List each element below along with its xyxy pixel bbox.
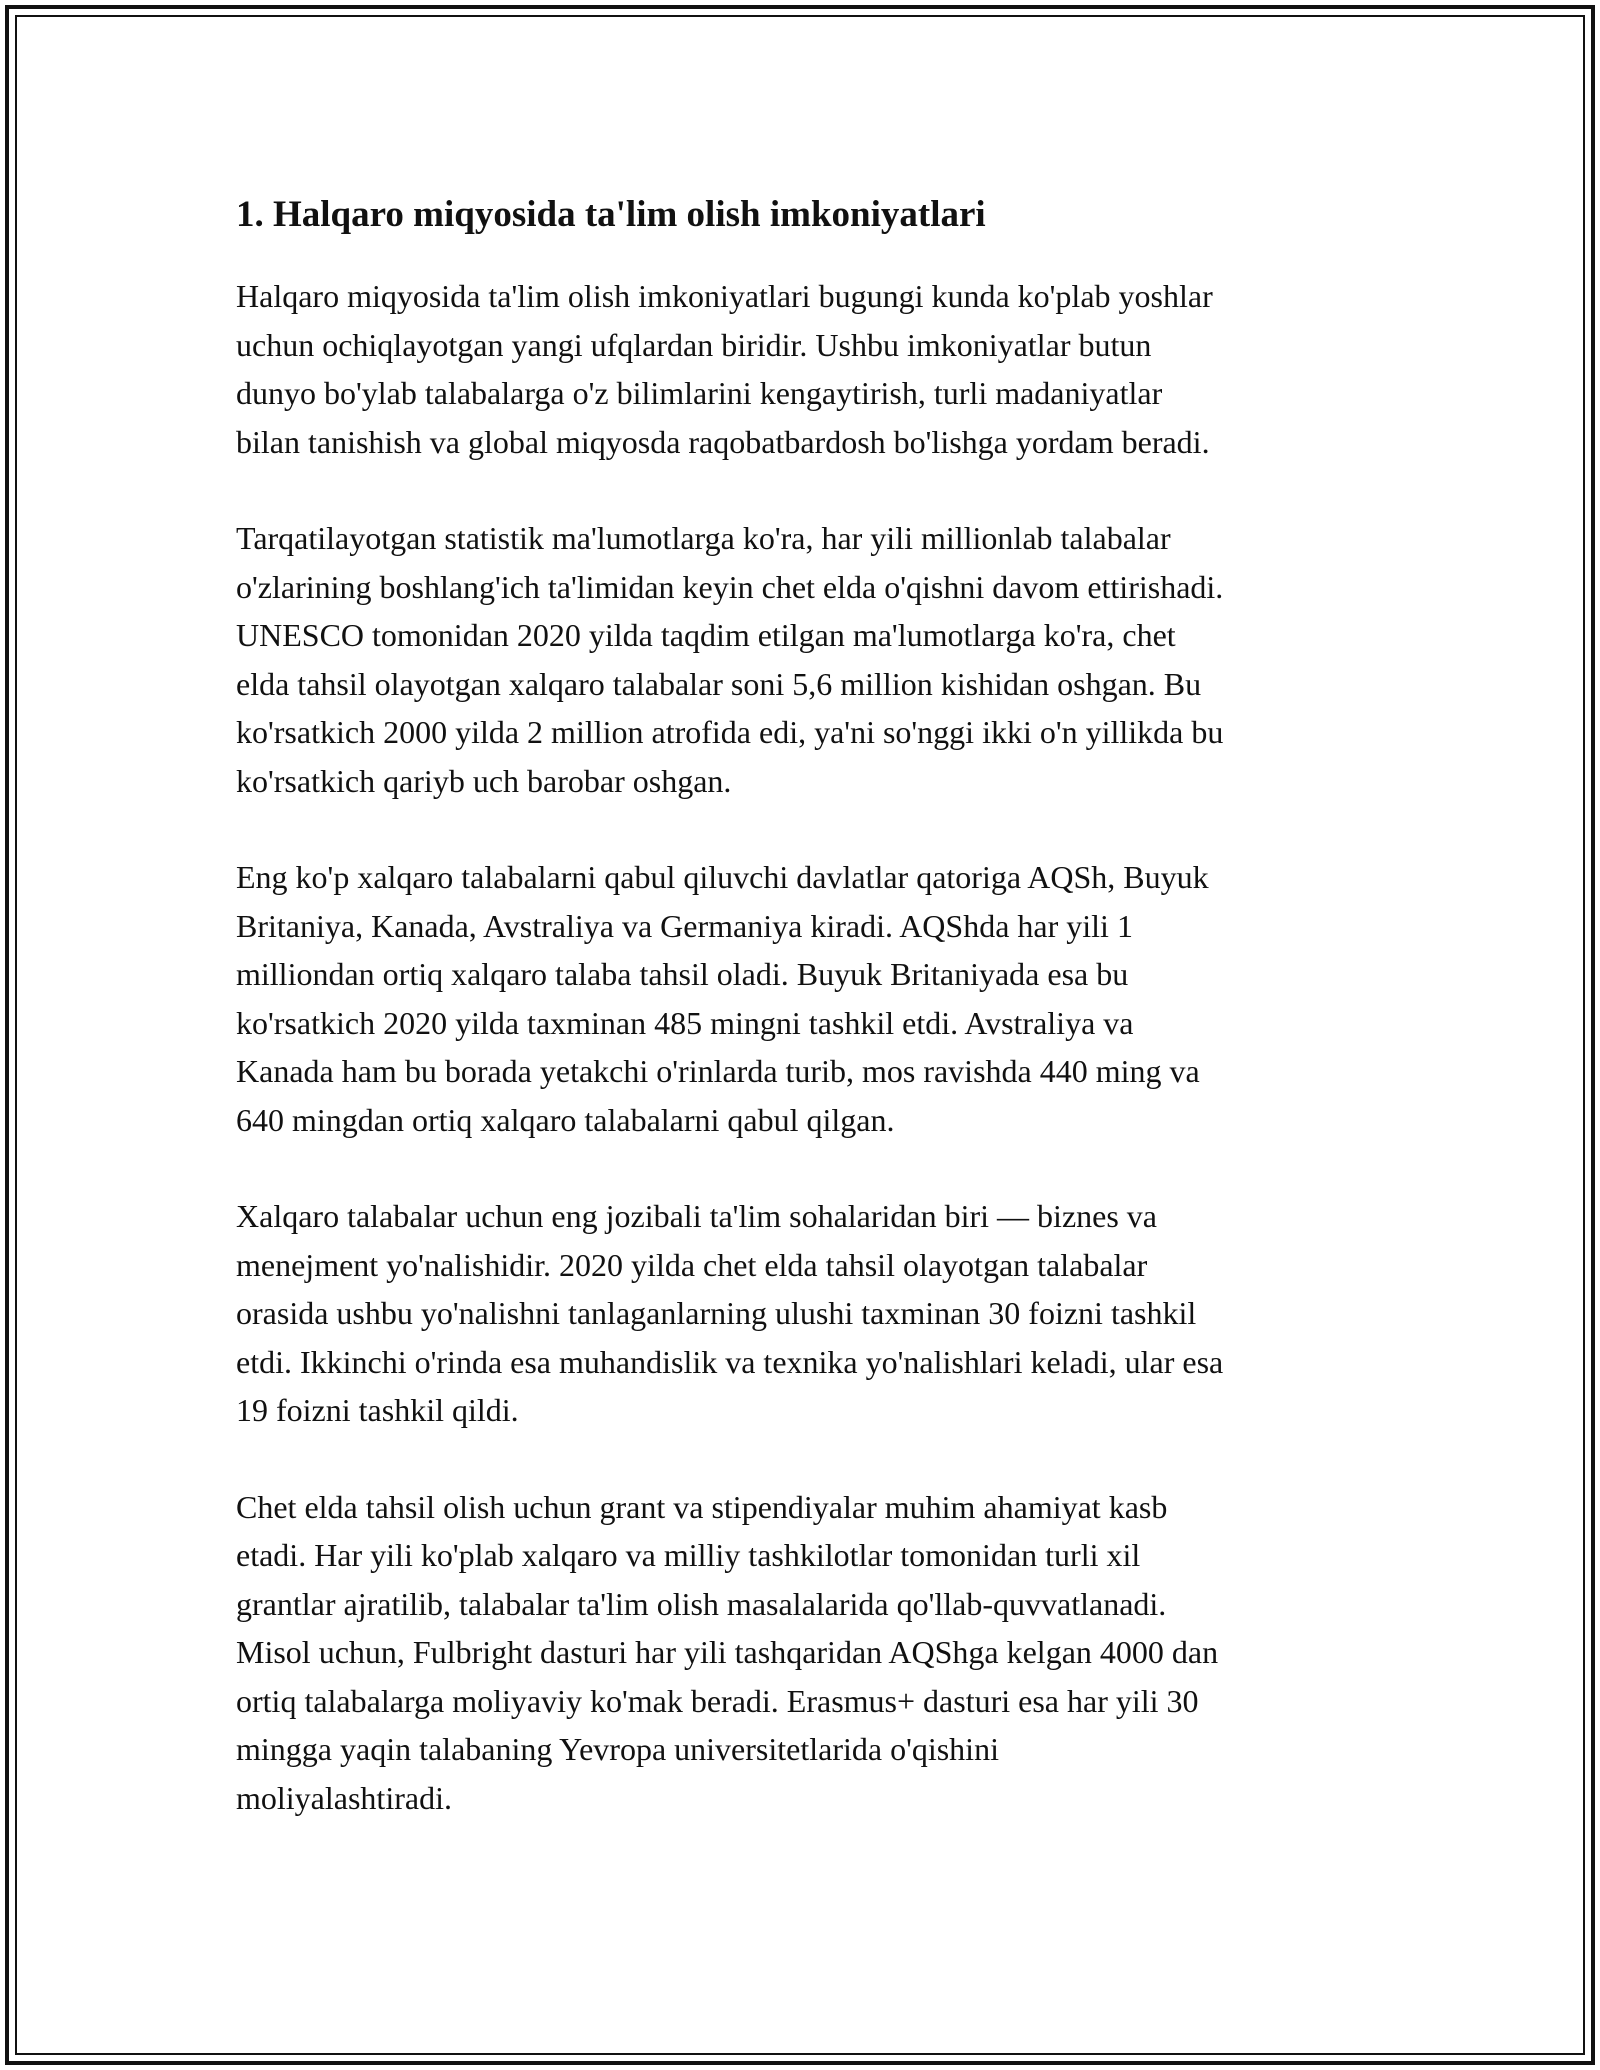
paragraph-line: ko'rsatkich 2020 yilda taxminan 485 mingni tashkil etdi. Avstraliya va [236, 1004, 1134, 1041]
paragraph-line: Halqaro miqyosida ta'lim olish imkoniyatlari bugungi kunda ko'plab yoshlar [236, 278, 1213, 314]
paragraph-list [236, 272, 1376, 1822]
paragraph-line: mingga yaqin talabaning Yevropa universitetlarida o'qishini [236, 1731, 999, 1767]
paragraph-line: uchun ochiqlayotgan yangi ufqlardan biridir. Ushbu imkoniyatlar butun [236, 326, 1152, 363]
paragraph [236, 853, 1376, 1144]
document-body [236, 188, 1376, 1870]
paragraph-line: moliyalashtiradi. [236, 1779, 452, 1816]
paragraph-line: ko'rsatkich 2000 yilda 2 million atrofida edi, ya'ni so'nggi ikki o'n yillikda bu [236, 714, 1224, 750]
paragraph-line: Xalqaro talabalar uchun eng jozibali ta'lim sohalaridan biri — biznes va [236, 1198, 1157, 1234]
paragraph-line: 640 mingdan ortiq xalqaro talabalarni qabul qilgan. [236, 1101, 895, 1138]
paragraph-line: bilan tanishish va global miqyosda raqobatbardosh bo'lishga yordam beradi. [236, 423, 1210, 460]
paragraph-line: elda tahsil olayotgan xalqaro talabalar soni 5,6 million kishidan oshgan. Bu [236, 665, 1202, 702]
paragraph [236, 1483, 1376, 1823]
paragraph-line: Kanada ham bu borada yetakchi o'rinlarda turib, mos ravishda 440 ming va [236, 1053, 1200, 1089]
paragraph [236, 514, 1376, 805]
paragraph-line: dunyo bo'ylab talabalarga o'z bilimlarini kengaytirish, turli madaniyatlar [236, 375, 1163, 411]
paragraph-line: Britaniya, Kanada, Avstraliya va Germaniya kiradi. AQShda har yili 1 [236, 907, 1133, 944]
paragraph-line: 19 foizni tashkil qildi. [236, 1392, 519, 1428]
paragraph [236, 272, 1376, 466]
paragraph-line: Eng ko'p xalqaro talabalarni qabul qiluvchi davlatlar qatoriga AQSh, Buyuk [236, 859, 1209, 895]
paragraph-line: ortiq talabalarga moliyaviy ko'mak beradi. Erasmus+ dasturi esa har yili 30 [236, 1682, 1199, 1719]
paragraph-line: Misol uchun, Fulbright dasturi har yili tashqaridan AQShga kelgan 4000 dan [236, 1634, 1219, 1670]
document-title: 1. Halqaro miqyosida ta'lim olish imkoniyatlari [236, 194, 986, 235]
paragraph-line: etdi. Ikkinchi o'rinda esa muhandislik va texnika yo'nalishlari keladi, ular esa [236, 1343, 1224, 1380]
paragraph-line: menejment yo'nalishidir. 2020 yilda chet elda tahsil olayotgan talabalar [236, 1246, 1148, 1283]
paragraph-line: o'zlarining boshlang'ich ta'limidan keyin chet elda o'qishni davom ettirishadi. [236, 568, 1224, 605]
paragraph-line: Chet elda tahsil olish uchun grant va stipendiyalar muhim ahamiyat kasb [236, 1488, 1168, 1525]
paragraph-line: ko'rsatkich qariyb uch barobar oshgan. [236, 762, 732, 799]
paragraph-line: grantlar ajratilib, talabalar ta'lim olish masalalarida qo'llab-quvvatlanadi. [236, 1585, 1167, 1622]
paragraph [236, 1192, 1376, 1435]
paragraph-line: orasida ushbu yo'nalishni tanlaganlarning ulushi taxminan 30 foizni tashkil [236, 1295, 1197, 1331]
paragraph-line: etadi. Har yili ko'plab xalqaro va milliy tashkilotlar tomonidan turli xil [236, 1537, 1141, 1573]
paragraph-line: milliondan ortiq xalqaro talaba tahsil oladi. Buyuk Britaniyada esa bu [236, 956, 1129, 992]
paragraph-line: Tarqatilayotgan statistik ma'lumotlarga ko'ra, har yili millionlab talabalar [236, 520, 1171, 556]
paragraph-line: UNESCO tomonidan 2020 yilda taqdim etilgan ma'lumotlarga ko'ra, chet [236, 617, 1176, 653]
